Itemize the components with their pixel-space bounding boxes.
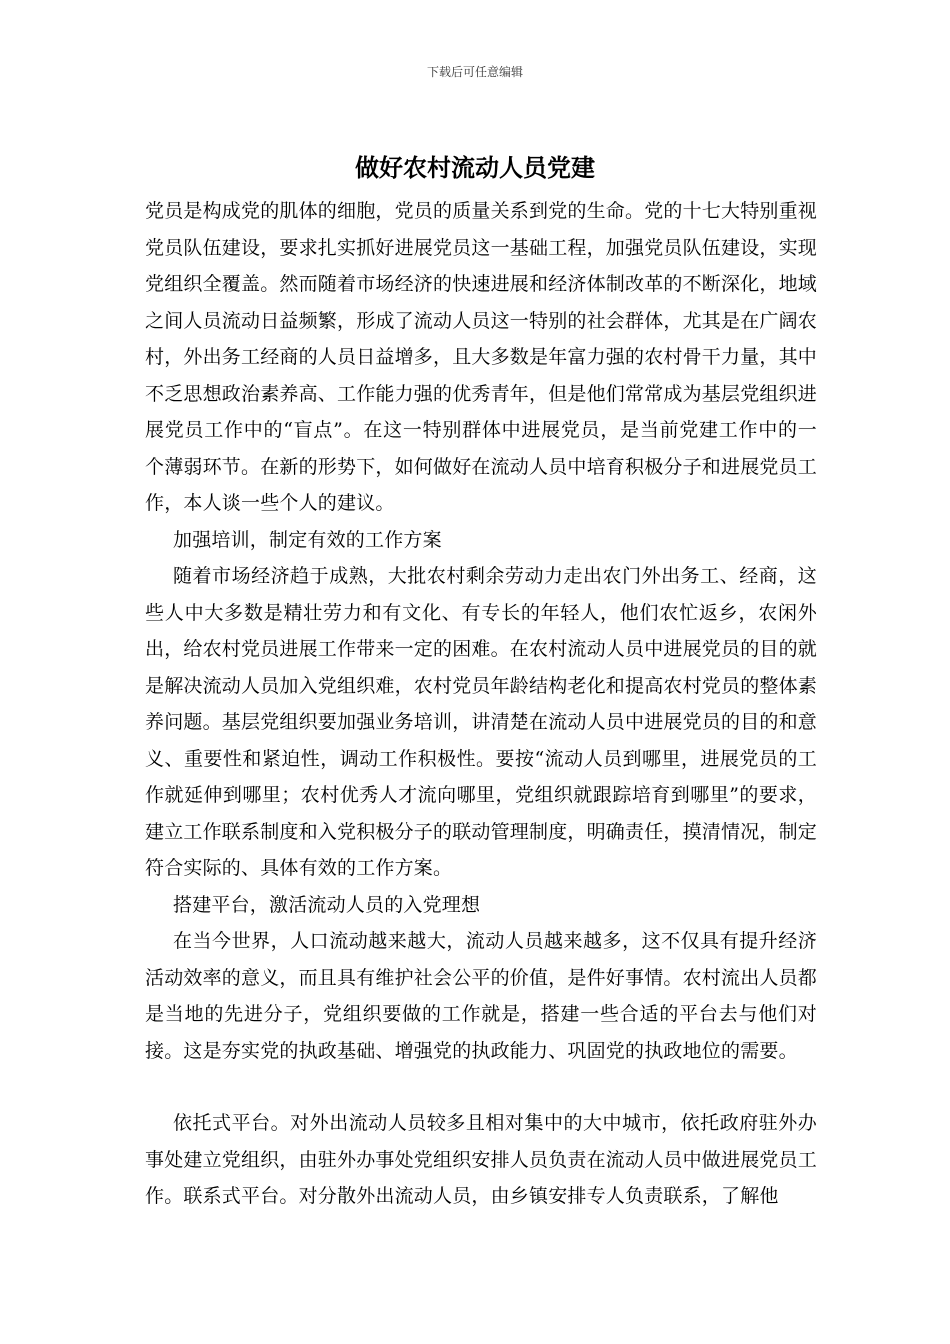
document-body bbox=[145, 193, 817, 1215]
page-header-note: 下载后可任意编辑 bbox=[426, 65, 523, 79]
paragraph-platform-types: 依托式平台。对外出流动人员较多且相对集中的大中城市，依托政府驻外办事处建立党组织，由驻外办事处党组织安排人员负责在流动人员中做进展党员工作。联系式平台。对分散外出流动人员，由乡镇安排专人负责联系，了解他 bbox=[145, 1112, 818, 1207]
paragraph-platform: 在当今世界，人口流动越来越大，流动人员越来越多，这不仅具有提升经济活动效率的意义，而且具有维护社会公平的价值，是件好事情。农村流出人员都是当地的先进分子，党组织要做的工作就是，搭建一些合适的平台去与他们对接。这是夯实党的执政基础、增强党的执政能力、巩固党的执政地位的需要。 bbox=[145, 930, 818, 1062]
paragraph-intro: 党员是构成党的肌体的细胞，党员的质量关系到党的生命。党的十七大特别重视党员队伍建设，要求扎实抓好进展党员这一基础工程，加强党员队伍建设，实现党组织全覆盖。然而随着市场经济的快速进展和经济体制改革的不断深化，地域之间人员流动日益频繁，形成了流动人员这一特别的社会群体，尤其是在广阔农村，外出务工经商的人员日益增多，且大多数是年富力强的农村骨干力量，其中不乏思想政治素养高、工作能力强的优秀青年，但是他们常常成为基层党组织进展党员工作中的“盲点”。在这一特别群体中进展党员，是当前党建工作中的一个薄弱环节。在新的形势下，如何做好在流动人员中培育积极分子和进展党员工作，本人谈一些个人的建议。 bbox=[145, 200, 818, 514]
section-heading-training: 加强培训，制定有效的工作方案 bbox=[173, 528, 442, 551]
document-title: 做好农村流动人员党建 bbox=[355, 153, 595, 182]
section-heading-platform: 搭建平台，激活流动人员的入党理想 bbox=[173, 893, 481, 916]
paragraph-training: 随着市场经济趋于成熟，大批农村剩余劳动力走出农门外出务工、经商，这些人中大多数是精壮劳力和有文化、有专长的年轻人，他们农忙返乡，农闲外出，给农村党员进展工作带来一定的困难。在农村流动人员中进展党员的目的就是解决流动人员加入党组织难，农村党员年龄结构老化和提高农村党员的整体素养问题。基层党组织要加强业务培训，讲清楚在流动人员中进展党员的目的和意义、重要性和紧迫性，调动工作积极性。要按“流动人员到哪里，进展党员的工作就延伸到哪里；农村优秀人才流向哪里，党组织就跟踪培育到哪里”的要求，建立工作联系制度和入党积极分子的联动管理制度，明确责任，摸清情况，制定符合实际的、具体有效的工作方案。 bbox=[145, 565, 818, 879]
